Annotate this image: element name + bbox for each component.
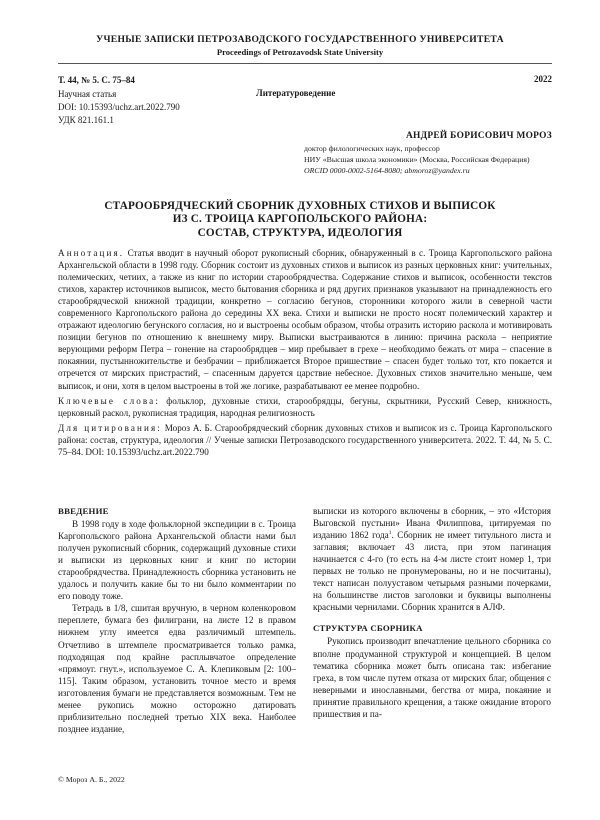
author-info (304, 144, 554, 176)
paragraph-text: . Сборник не имеет титульного листа и заглавия; включает 43 листа, при этом пагинация начинается с 4-го (то есть на 4-м листе стоит номер 1, три первых не только не пронумерованы, но и не посчитаны), текст написан полууставом четырьмя разными почерками, на большинстве листов заголовки и буквицы выполнены красными чернилами. Сборник хранится в АЛФ. (313, 530, 551, 613)
doi[interactable]: DOI: 10.15393/uchz.art.2022.790 (58, 102, 180, 112)
abstract-label: Аннотация. (58, 248, 125, 258)
citation-label: Для цитирования: (58, 422, 162, 433)
structure-paragraph: Рукопись производит впечатление цельного сборника со вполне продуманной структурой и концепцией. В целом тематика сборника может быть описана так: избегание греха, в том числе путем отказа от мирских благ, общения с неверными и инославными, бегства от мира, покаяние и принятие правильного крещения, а также ожидание второго пришествия и па- (313, 636, 551, 719)
author-name: АНДРЕЙ БОРИСОВИЧ МОРОЗ (405, 131, 552, 141)
intro-paragraph: Тетрадь в 1/8, сшитая вручную, в черном коленкоровом переплете, бумага без филиграни, на листе 12 в правом нижнем углу имеется едва различимый штемпель. Отчетливо в штемпеле просматривается только рамка, подходящая под крайне расплывчатое определение «прямоуг. гнут.», используемое С. А. Клепиковым [2: 100–115]. Таким образом, установить точное место и время изготовления бумаги не представляется возможным. Тем не менее рукопись можно осторожно датировать приблизительно последней третью XIX века. Наиболее позднее издание, (58, 603, 296, 734)
publication-year: 2022 (534, 74, 552, 84)
udk-code: УДК 821.161.1 (58, 115, 114, 125)
article-type: Научная статья (58, 89, 117, 99)
citation-text: Мороз А. Б. Старообрядческий сборник духовных стихов и выписок из с. Троица Каргопольского района: состав, структура, идеология // Ученые записки Петрозаводского государственного университета. 2022. Т. 44, № 5. С. 75–84. DOI: 10.15393/uchz.art.2022.790 (58, 422, 553, 457)
copyright: © Мороз А. Б., 2022 (58, 775, 125, 784)
journal-title: УЧЕНЫЕ ЗАПИСКИ ПЕТРОЗАВОДСКОГО ГОСУДАРСТВЕННОГО УНИВЕРСИТЕТА (96, 34, 504, 45)
citation (58, 422, 552, 458)
article-title (60, 200, 540, 240)
footnote-mark[interactable]: 1 (388, 530, 392, 537)
title-line: СОСТАВ, СТРУКТУРА, ИДЕОЛОГИЯ (197, 226, 403, 239)
author-contact[interactable]: ORCID 0000-0002-5164-8080; abmoroz@yandex.ru (304, 165, 470, 175)
header-divider (58, 63, 552, 64)
left-column (58, 505, 296, 735)
intro-heading: ВВЕДЕНИЕ (58, 506, 109, 516)
author-affiliation: НИУ «Высшая школа экономики» (Москва, Российская Федерация) (304, 154, 530, 164)
abstract-text: Статья вводит в научный оборот рукописный сборник, обнаруженный в с. Троица Каргопольского района Архангельской области в 1998 году. Сборник состоит из духовных стихов и выписок из разных церковных книг: учительных, полемических, четиих, а также из книг по истории старообрядчества. Содержание стихов и выписок, особенности текстов стихов, характер источников выписок, место бытования сборника и ряд других признаков указывают на принадлежность его старообрядческой книжной традиции, конкретно – согласию бегунов, сторонники которого жили в северной части современного Каргопольского района до середины XX века. Стихи и выписки не просто носят полемический характер и отражают идеологию бегунского согласия, но и выстроены особым образом, чтобы отразить историю раскола и мотивировать позиции бегунов по отношению к внешнему миру. Выписки выстраиваются в линию: причина раскола – неприятие верующими реформ Петра – гонение на старообрядцев – мир пребывает в грехе – необходимо бежать от мира – спасение в покаянии, пустынножительстве и безбрачии – приближается Второе пришествие – спасен будет только тот, кто покается и отречется от мирских пристрастий, – спасенным даруется царствие небесное. Духовных стихов значительно меньше, чем выписок, и они, хотя в целом выстроены в той же логике, разрабатывают ее менее подробно. (58, 248, 552, 391)
intro-paragraph: В 1998 году в ходе фольклорной экспедиции в с. Троица Каргопольского района Архангельской области нами был получен рукописный сборник, содержащий духовные стихи и выписки из церковных книг и книг по истории старообрядчества. Принадлежность сборника установить не удалось и получить какие бы то ни было комментарии по его поводу тоже. (58, 519, 296, 602)
volume-pages: Т. 44, № 5. С. 75–84 (58, 75, 135, 85)
abstract-block (58, 247, 552, 461)
abstract (58, 247, 552, 392)
journal-subtitle: Proceedings of Petrozavodsk State University (216, 47, 384, 57)
title-line: ИЗ С. ТРОИЦА КАРГОПОЛЬСКОГО РАЙОНА: (172, 213, 428, 226)
right-column (313, 505, 551, 720)
section-name: Литературоведение (256, 88, 336, 98)
keywords-label: Ключевые слова: (58, 395, 160, 406)
paragraph-text: выписки из которого включены в сборник, – это «История Выговской пустыни» Ивана Филиппова, цитируемая по изданию 1862 года (313, 506, 551, 541)
title-line: СТАРООБРЯДЧЕСКИЙ СБОРНИК ДУХОВНЫХ СТИХОВ И ВЫПИСОК (104, 200, 496, 212)
keywords-text: фольклор, духовные стихи, старообрядцы, бегуны, скрытники, Русский Север, книжность, церковный раскол, рукописная традиция, народная религиозность (58, 395, 553, 418)
keywords (58, 395, 552, 419)
author-degree: доктор филологических наук, профессор (304, 144, 440, 153)
intro-paragraph-continued (313, 505, 551, 613)
structure-heading: СТРУКТУРА СБОРНИКА (313, 623, 423, 634)
